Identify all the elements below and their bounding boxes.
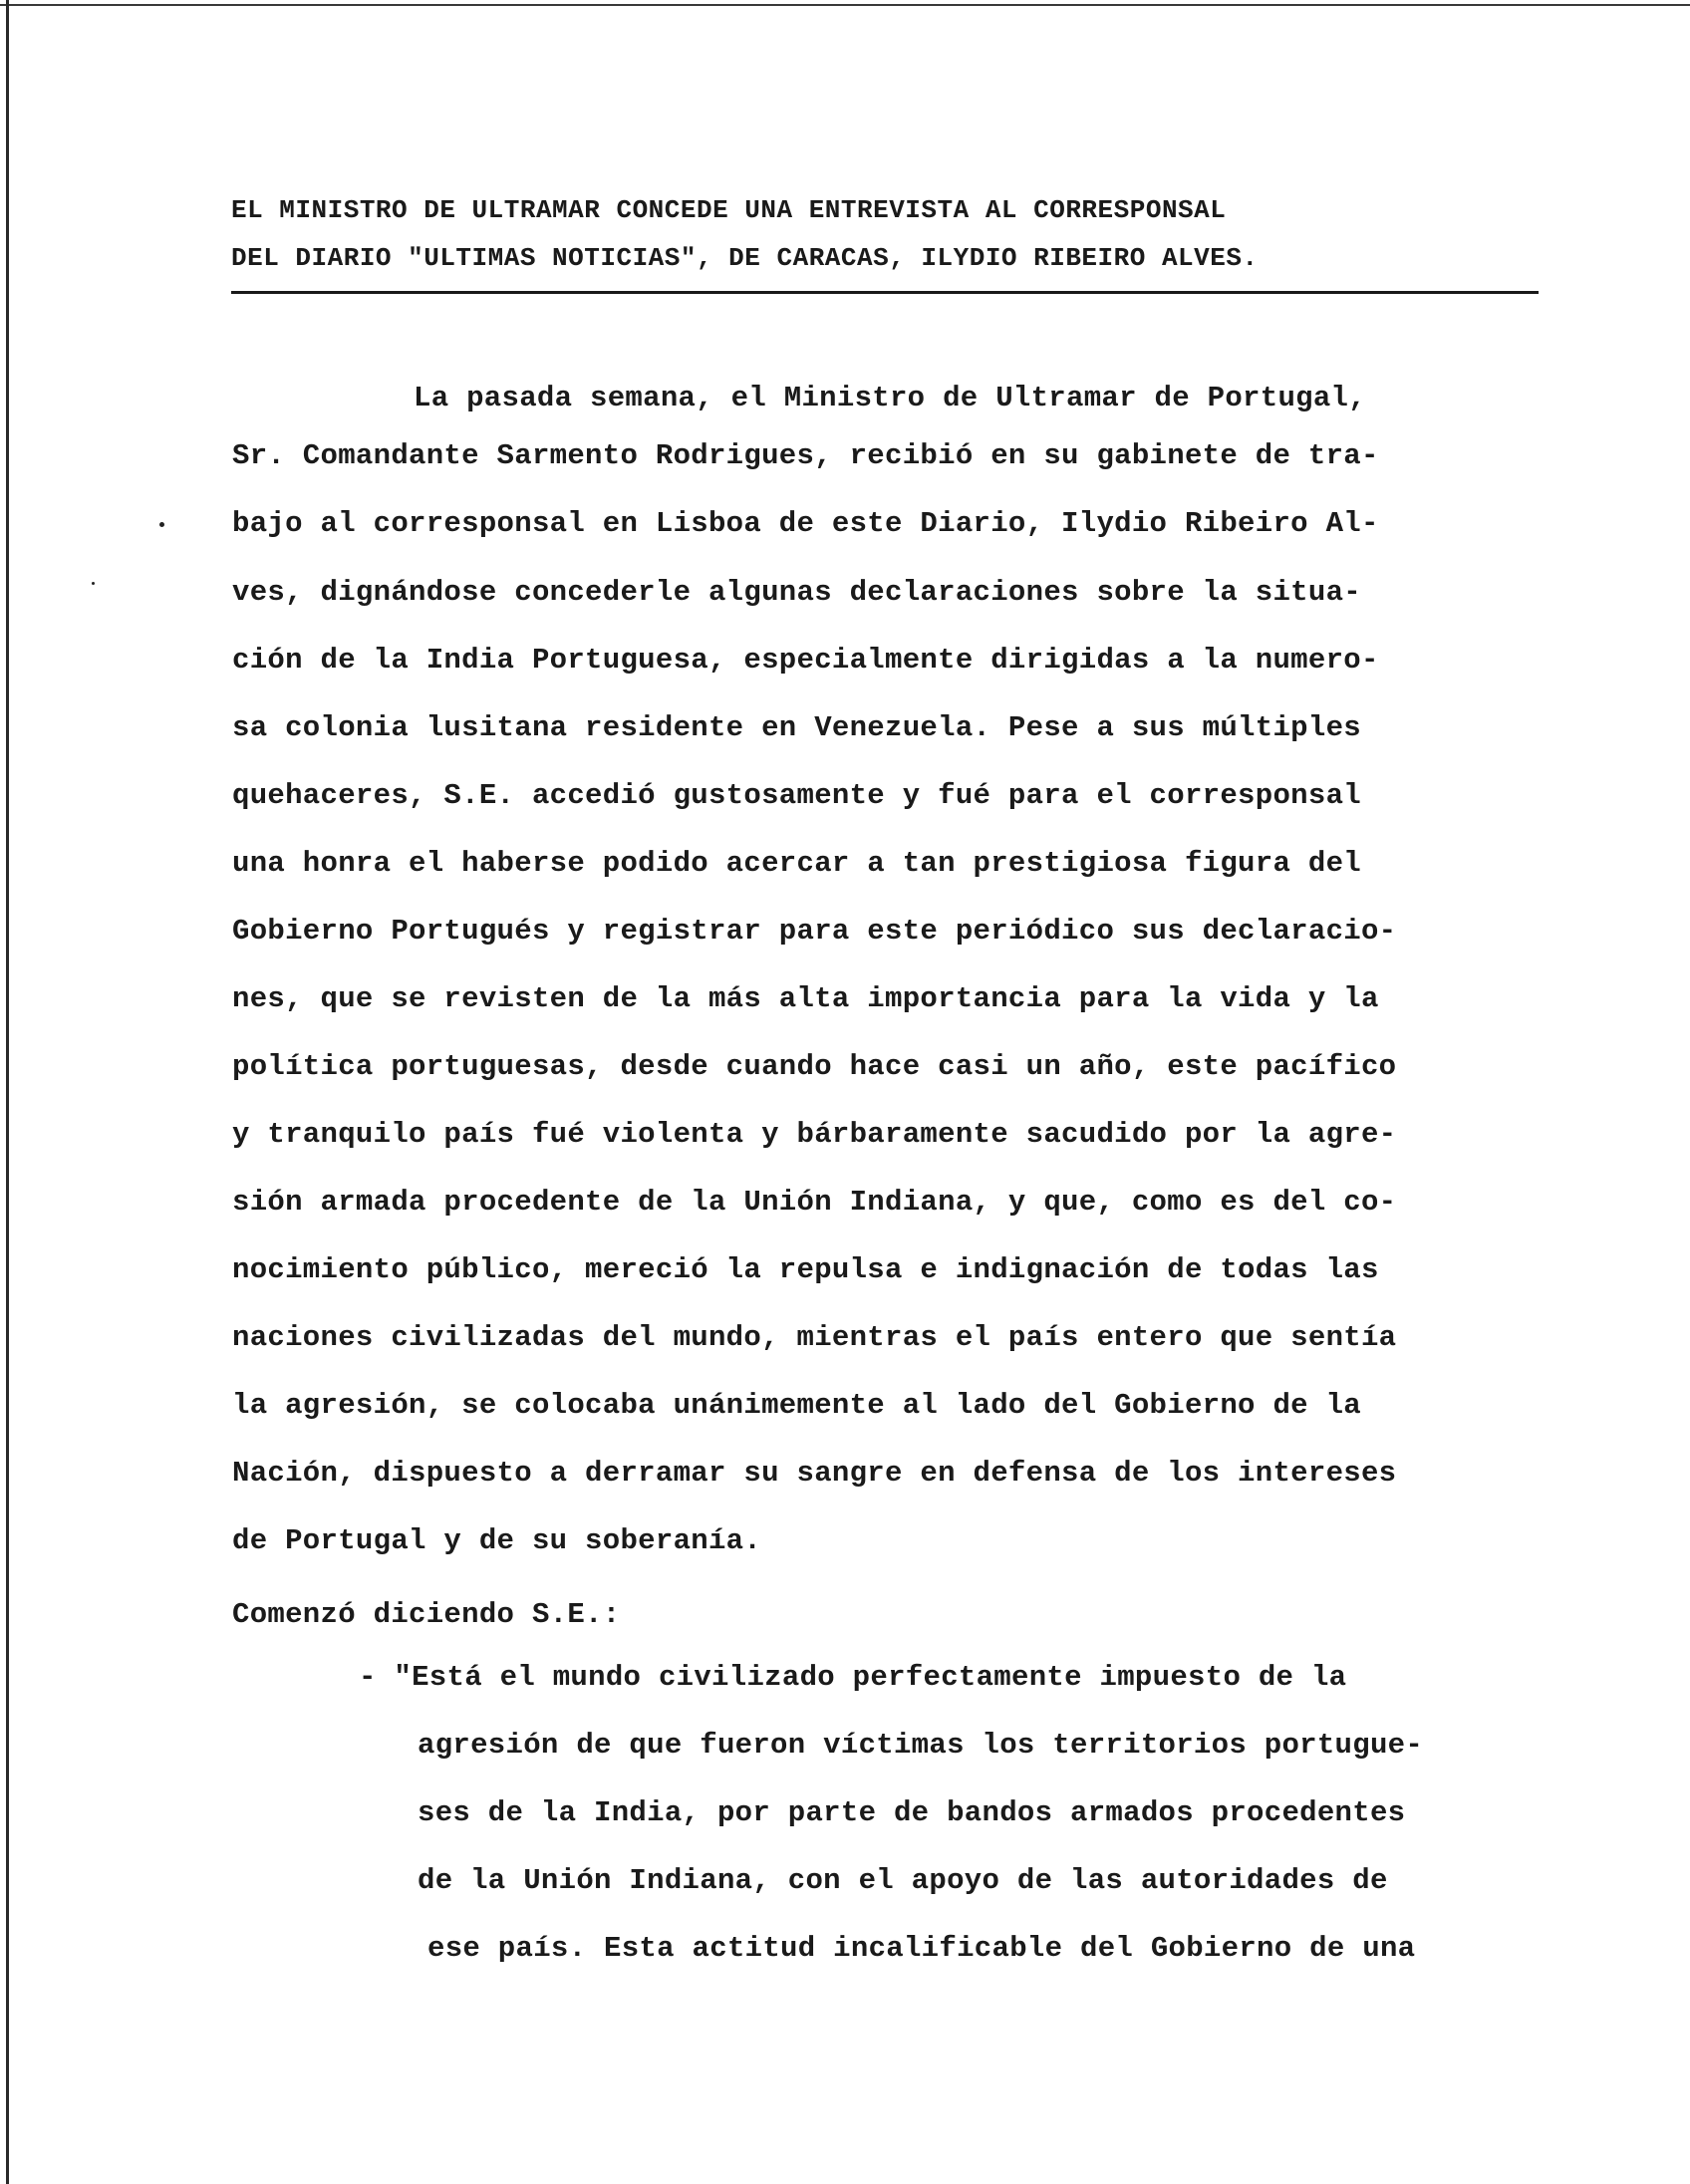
body-line: ción de la India Portuguesa, especialmente dirigidas a la numero- [232, 644, 1379, 677]
body-line: la agresión, se colocaba unánimemente al lado del Gobierno de la [232, 1389, 1361, 1422]
body-line: ves, dignándose concederle algunas declaraciones sobre la situa- [232, 576, 1361, 609]
body-line: Nación, dispuesto a derramar su sangre en defensa de los intereses [232, 1457, 1397, 1490]
body-line: Gobierno Portugués y registrar para este periódico sus declaracio- [232, 915, 1397, 948]
body-line: sa colonia lusitana residente en Venezuela. Pese a sus múltiples [232, 711, 1361, 744]
scan-speck [159, 522, 164, 527]
quote-line: de la Unión Indiana, con el apoyo de las autoridades de [418, 1864, 1388, 1897]
quote-line: agresión de que fueron víctimas los territorios portugue- [418, 1729, 1424, 1762]
scan-left-edge [6, 0, 9, 2184]
body-line: naciones civilizadas del mundo, mientras el país entero que sentía [232, 1321, 1397, 1354]
body-line: una honra el haberse podido acercar a tan prestigiosa figura del [232, 847, 1361, 880]
title-line-2: DEL DIARIO "ULTIMAS NOTICIAS", DE CARACAS, ILYDIO RIBEIRO ALVES. [231, 243, 1259, 273]
scan-speck [92, 582, 95, 585]
quote-line: ese país. Esta actitud incalificable del Gobierno de una [427, 1932, 1416, 1965]
body-line: política portuguesas, desde cuando hace casi un año, este pacífico [232, 1050, 1397, 1083]
body-line: sión armada procedente de la Unión Indiana, y que, como es del co- [232, 1186, 1397, 1219]
intro-line: Comenzó diciendo S.E.: [232, 1598, 621, 1631]
body-line: La pasada semana, el Ministro de Ultramar de Portugal, [414, 382, 1366, 414]
title-underline [231, 291, 1539, 294]
body-line: quehaceres, S.E. accedió gustosamente y fué para el corresponsal [232, 779, 1361, 812]
body-line: y tranquilo país fué violenta y bárbaramente sacudido por la agre- [232, 1118, 1397, 1151]
quote-line: - "Está el mundo civilizado perfectamente impuesto de la [359, 1661, 1347, 1694]
title-line-1: EL MINISTRO DE ULTRAMAR CONCEDE UNA ENTREVISTA AL CORRESPONSAL [231, 195, 1227, 225]
quote-line: ses de la India, por parte de bandos armados procedentes [418, 1796, 1406, 1829]
body-line: Sr. Comandante Sarmento Rodrigues, recibió en su gabinete de tra- [232, 439, 1379, 472]
body-line: nes, que se revisten de la más alta importancia para la vida y la [232, 982, 1379, 1015]
body-line: de Portugal y de su soberanía. [232, 1524, 762, 1557]
scan-top-edge [0, 4, 1690, 6]
body-line: nocimiento público, mereció la repulsa e indignación de todas las [232, 1253, 1379, 1286]
body-line: bajo al corresponsal en Lisboa de este Diario, Ilydio Ribeiro Al- [232, 507, 1379, 540]
